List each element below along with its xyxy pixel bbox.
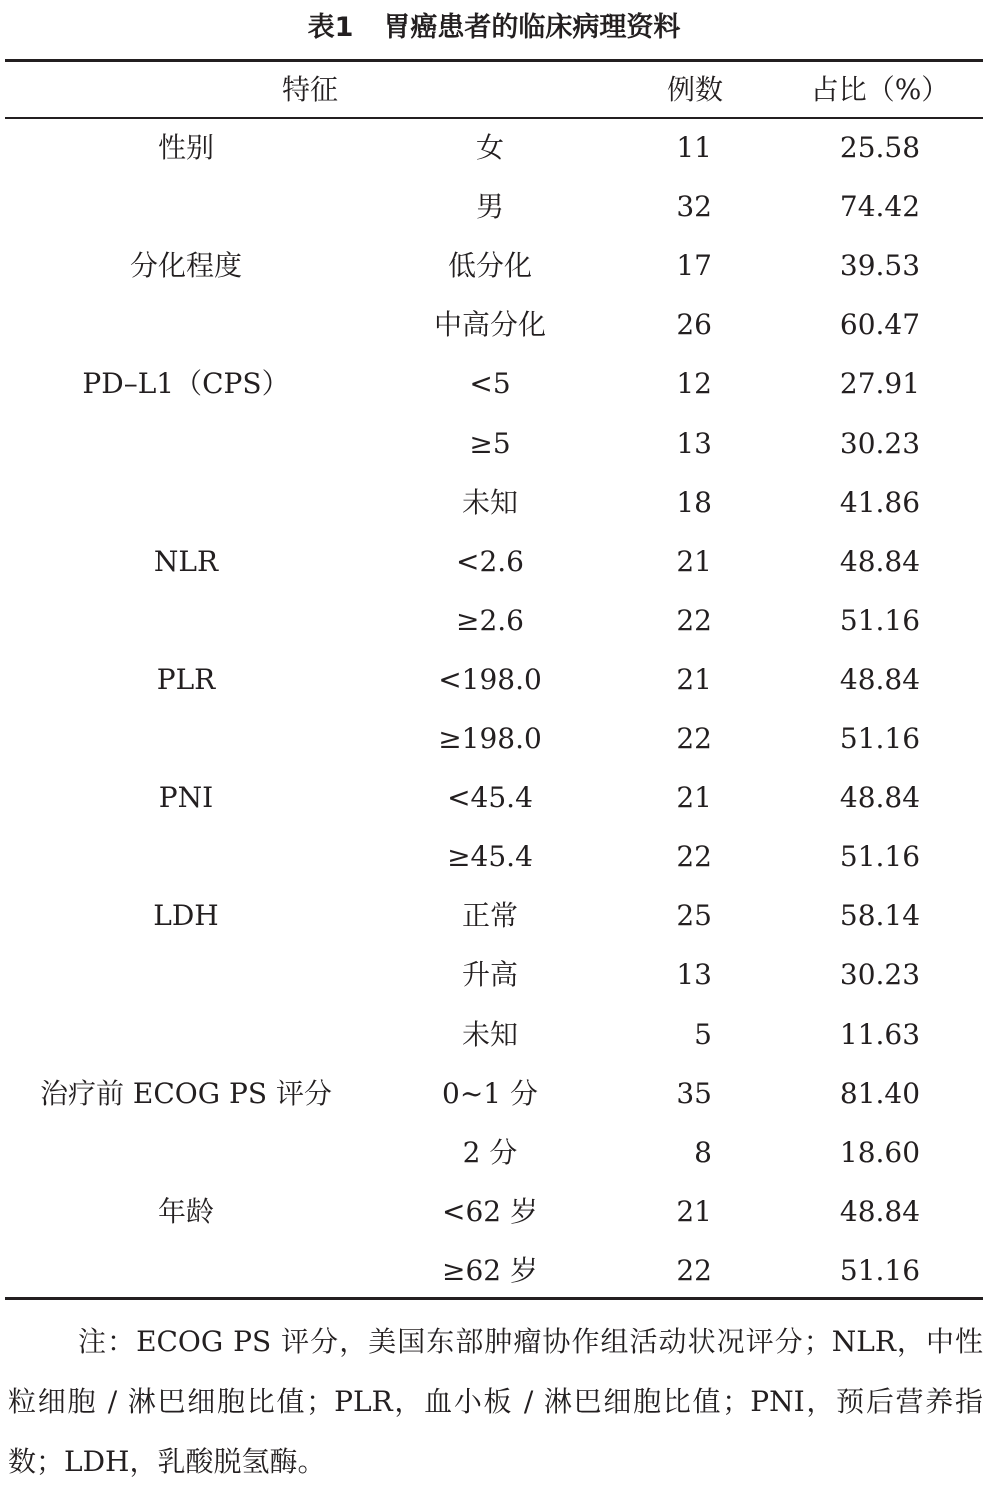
table-row: [0, 1007, 988, 1066]
row-subgroup: <45.4: [447, 781, 533, 815]
row-subgroup: 女: [475, 131, 504, 164]
row-percent: 39.53: [839, 249, 921, 283]
table-row: [0, 829, 988, 888]
table-row: [0, 593, 988, 652]
row-feature: [0, 1007, 372, 1063]
row-count: 21: [676, 662, 712, 696]
row-subgroup: <62 岁: [442, 1194, 538, 1228]
row-feature: [0, 475, 372, 531]
table-caption: 胃癌患者的临床病理资料: [383, 12, 681, 43]
table-row: [0, 297, 988, 356]
header-percent: 占比（%）: [810, 73, 950, 106]
table-row: [0, 179, 988, 238]
table-row: [0, 1184, 988, 1243]
row-feature: [0, 829, 372, 885]
row-percent: 60.47: [839, 308, 921, 342]
row-subgroup: 0~1 分: [442, 1076, 538, 1110]
table-row: [0, 1066, 988, 1125]
row-feature: 年龄: [157, 1194, 214, 1228]
row-count: 26: [676, 308, 712, 342]
row-count: 11: [676, 131, 712, 164]
row-count: 13: [676, 958, 712, 992]
row-feature: [0, 711, 372, 767]
row-count: 21: [676, 1194, 712, 1228]
row-percent: 48.84: [839, 544, 921, 578]
row-feature: [0, 297, 372, 353]
row-feature: [0, 1243, 372, 1299]
row-percent: 51.16: [839, 1253, 921, 1287]
bottom-rule: [5, 1297, 983, 1300]
row-subgroup: 2 分: [462, 1135, 518, 1169]
row-feature: PLR: [156, 662, 216, 696]
row-count: 12: [676, 367, 712, 401]
row-subgroup: ≥62 岁: [442, 1253, 538, 1287]
row-count: 21: [676, 544, 712, 578]
row-feature: PD–L1（CPS）: [82, 367, 290, 401]
row-percent: 51.16: [839, 722, 921, 755]
table-row: [0, 534, 988, 593]
row-subgroup: 升高: [461, 958, 518, 992]
row-subgroup: ≥2.6: [456, 603, 524, 637]
row-percent: 51.16: [839, 603, 921, 637]
row-count: 22: [676, 722, 712, 755]
row-percent: 41.86: [839, 485, 921, 519]
row-percent: 27.91: [839, 367, 921, 401]
table-row: [0, 711, 988, 770]
row-subgroup: <2.6: [456, 544, 524, 578]
row-subgroup: <198.0: [438, 662, 542, 696]
table-number: 表1: [307, 12, 354, 43]
row-count: 32: [676, 190, 712, 224]
row-count: 35: [676, 1076, 712, 1110]
table-row: [0, 888, 988, 947]
row-subgroup: 未知: [461, 1017, 518, 1051]
table-row: [0, 1125, 988, 1184]
row-count: 5: [694, 1017, 712, 1051]
row-feature: [0, 593, 372, 649]
row-feature: 治疗前 ECOG PS 评分: [40, 1076, 332, 1110]
row-subgroup: ≥5: [469, 426, 511, 460]
row-feature: [0, 179, 372, 235]
row-percent: 74.42: [839, 190, 921, 224]
row-percent: 58.14: [839, 899, 921, 933]
row-count: 22: [676, 840, 712, 874]
header-rule: [5, 117, 983, 119]
row-subgroup: 男: [475, 190, 504, 224]
row-count: 21: [676, 781, 712, 815]
table-row: [0, 416, 988, 475]
row-count: 13: [676, 426, 712, 460]
row-percent: 81.40: [839, 1076, 921, 1110]
row-feature: LDH: [153, 899, 219, 933]
table-row: [0, 238, 988, 297]
row-feature: [0, 947, 372, 1003]
row-count: 17: [676, 249, 712, 283]
table-row: [0, 770, 988, 829]
row-subgroup: 中高分化: [433, 308, 546, 342]
row-count: 25: [676, 899, 712, 933]
row-feature: PNI: [158, 781, 214, 815]
header-feature: 特征: [281, 73, 338, 106]
row-subgroup: ≥45.4: [447, 840, 533, 874]
row-subgroup: ≥198.0: [438, 722, 542, 755]
table-row: [0, 947, 988, 1006]
row-subgroup: <5: [469, 367, 511, 401]
table-row: [0, 475, 988, 534]
row-percent: 11.63: [839, 1017, 921, 1051]
row-feature: NLR: [153, 544, 219, 578]
header-count: 例数: [666, 73, 723, 106]
row-percent: 25.58: [839, 131, 921, 164]
row-feature: 性别: [157, 131, 214, 164]
table-row: [0, 1243, 988, 1302]
row-count: 22: [676, 1253, 712, 1287]
row-percent: 48.84: [839, 1194, 921, 1228]
table-header: [0, 62, 988, 117]
row-percent: 48.84: [839, 781, 921, 815]
row-percent: 48.84: [839, 662, 921, 696]
row-count: 8: [694, 1135, 712, 1169]
row-feature: [0, 1125, 372, 1181]
row-subgroup: 正常: [461, 899, 518, 933]
row-feature: [0, 416, 372, 472]
row-percent: 51.16: [839, 840, 921, 874]
row-percent: 18.60: [839, 1135, 921, 1169]
row-percent: 30.23: [839, 958, 921, 992]
table-row: [0, 652, 988, 711]
row-count: 22: [676, 603, 712, 637]
row-subgroup: 未知: [461, 485, 518, 519]
row-feature: 分化程度: [129, 249, 242, 283]
table-title: [0, 8, 988, 48]
table-note: 注：ECOG PS 评分，美国东部肿瘤协作组活动状况评分；NLR，中性粒细胞 / 淋巴细胞比值；PLR，血小板 / 淋巴细胞比值；PNI，预后营养指数；LDH，乳酸脱氢酶。: [8, 1325, 983, 1478]
row-percent: 30.23: [839, 426, 921, 460]
table-row: [0, 120, 988, 179]
table-row: [0, 356, 988, 415]
row-subgroup: 低分化: [447, 249, 532, 283]
row-count: 18: [676, 485, 712, 519]
